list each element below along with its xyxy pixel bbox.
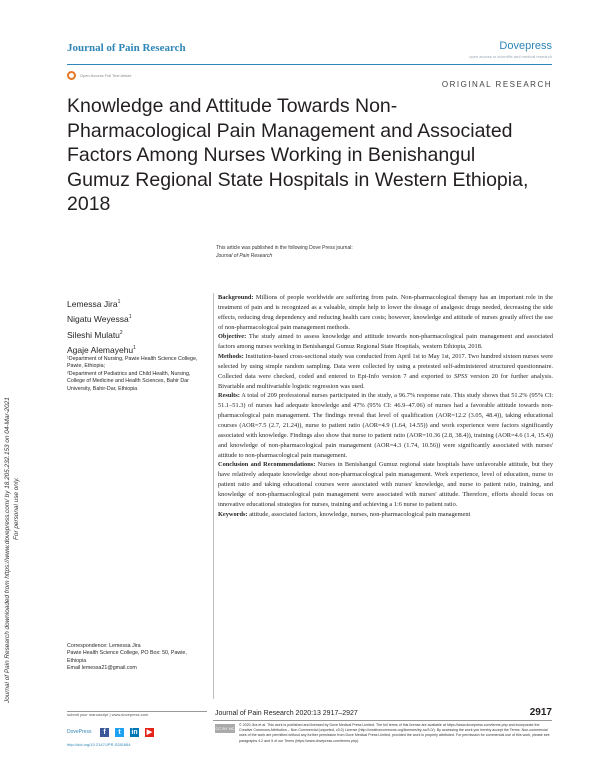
dovepress-footer-logo[interactable]: DovePress — [67, 729, 92, 735]
submit-manuscript-link[interactable]: submit your manuscript | www.dovepress.com — [67, 712, 149, 717]
author-3[interactable]: Sileshi Mulatu$^2$ — [67, 329, 123, 340]
footer-citation: Journal of Pain Research 2020:13 2917–2927 — [215, 710, 358, 717]
article-title: Knowledge and Attitude Towards Non-Pharmacological Pain Management and Associated Factors Among Nurses Working in Benishangul Gumuz Regional State Hospitals in Western Ethiopia, 2018 — [67, 95, 529, 215]
abstract-methods: Methods: Institution-based cross-sectional study was conducted from April 1st to May 1st, 2017. Two hundred sixteen nurses were selected by using simple random sampling. Data were collected by using a pretested self-administered structured questionnaire. Collected data were checked, coded and entered to Epi-Info version 7 and exported to SPSS version 20 for further analysis. Bivariable and multivariable logistic regression was used. — [218, 353, 553, 390]
abstract-keywords: Keywords: attitude, associated factors, knowledge, nurses, non-pharmacological pain management — [218, 510, 471, 518]
abstract — [213, 293, 553, 699]
open-access-row — [67, 71, 132, 80]
article-type: ORIGINAL RESEARCH — [441, 80, 552, 89]
correspondence-email[interactable]: Email lemessa21@gmail.com — [67, 665, 137, 672]
author-4[interactable]: Agaje Alemayehu$^1$ — [67, 344, 136, 355]
journal-title[interactable]: Journal of Pain Research — [67, 42, 186, 54]
open-access-icon — [67, 71, 76, 80]
personal-use-side-note: For personal use only. — [13, 477, 20, 540]
author-2[interactable]: Nigatu Weyessa$^1$ — [67, 314, 132, 325]
linkedin-icon[interactable]: in — [131, 729, 138, 736]
publication-note: This article was published in the following Dove Press journal: — [216, 245, 353, 251]
affiliation-1: ¹Department of Nursing, Pawie Health Science College, Pawie, Ethiopia; — [67, 356, 198, 370]
correspondence — [67, 643, 207, 673]
affiliations — [67, 356, 207, 393]
author-list — [67, 296, 136, 357]
affiliation-2: ²Department of Pediatrics and Child Health, Nursing, College of Medicine and Health Sciences, Bahir Dar University, Bahir-Dar, Ethiopia — [67, 370, 191, 392]
correspondence-name: Correspondence: Lemessa Jira — [67, 643, 141, 649]
abstract-results: Results: A total of 209 professional nurses participated in the study, a 96.7% response rate. This study shows that 51.2% (95% CI: 51.1–51.3) of nurses had adequate knowledge and 47% (95% CI: 46.9–47.06) of nurses had a favorable attitude towards non-pharmacological pain management. The findings reveal that level of qualification (AOR=12.2 (3.05, 48.4)), taking educational courses (AOR=7.5 (2.7, 21.24)), nurse to patient ratio (AOR=4.9 (1.64, 14.55)) and work experience were factors significantly associated with knowledge. Findings also show that nurse to patient ratio (AOR=10.36 (2.8, 38.4)), training (AOR=4.6 (1.4, 15.4)) and knowledge of non-pharmacological pain management (AOR=4.3 (1.74, 10.56)) were significantly associated with nurses' attitude to non-pharmacological pain management. — [218, 392, 553, 459]
facebook-icon[interactable]: f — [100, 728, 109, 737]
abstract-objective: Objective: The study aimed to assess knowledge and attitude towards non-pharmacological pain management and associated factors among nurses working in Benishangul Gumuz Regional State Hospitals, western Ethiopia, 2018. — [218, 333, 553, 351]
twitter-icon[interactable]: t — [115, 728, 124, 737]
open-access-label: Open Access Full Text Article — [80, 73, 132, 78]
correspondence-address: Pawie Health Science College, PO Box: 50, Pawie, Ethiopia — [67, 650, 187, 664]
youtube-icon[interactable]: ▶ — [146, 729, 153, 736]
publisher-tagline: open access to scientific and medical research — [469, 54, 552, 59]
cc-license-badge[interactable]: CC BY NC — [215, 726, 235, 731]
header-divider — [67, 64, 552, 65]
page-number: 2917 — [529, 707, 552, 718]
publisher-logo[interactable]: Dovepress — [499, 40, 552, 52]
social-links — [100, 728, 154, 737]
doi-link[interactable]: http://doi.org/10.2147/JPR.S281684 — [67, 742, 131, 747]
author-1[interactable]: Lemessa Jira$^1$ — [67, 298, 121, 309]
footer-right-divider — [213, 720, 552, 721]
abstract-background: Background: Millions of people worldwide are suffering from pain. Non-pharmacological therapy has an important role in the treatment of pain and is recognized as a valuable, simple help to lower the dosage of analgesic drugs needed, decreasing the side effects, reducing drug dependency and reducing health care costs; however, knowledge and attitude of nurses greatly affect the use of non-pharmacological pain management methods. — [218, 294, 553, 331]
download-side-note: Journal of Pain Research downloaded from https://www.dovepress.com/ by 18.205.232.153 on 04-Mar-2021 — [4, 397, 11, 703]
abstract-conclusion: Conclusion and Recommendations: Nurses in Benishangul Gumuz regional state hospitals have unfavorable attitude, but they have relatively adequate knowledge about non-pharmacological pain management. Work experience, level of education, nurse to patient ratio and taking educational courses were associated with nurses' knowledge, and nurse to patient ratio, training, and knowledge of non-pharmacological pain management were associated with nurses' attitude. Therefore, efforts should focus on innovative educational strategies for nurses, training and achieving a 1:6 nurse to patient ratio. — [218, 461, 554, 508]
publication-journal: Journal of Pain Research — [216, 253, 273, 259]
license-text: © 2020 Jira et al. This work is published and licensed by Dove Medical Press Limited. The full terms of this license are available at https://www.dovepress.com/terms.php and incorporate the Creative Commons Attribution – Non Commercial (unported, v3.0) License (http://creativecommons.org/licenses/by-nc/3.0/). By accessing the work you hereby accept the Terms. Non-commercial uses of the work are permitted without any further permission from Dove Medical Press Limited, provided the work is properly attributed. For permission for commercial use of this work, please see paragraphs 4.2 and 5 of our Terms (https://www.dovepress.com/terms.php). — [239, 723, 550, 743]
